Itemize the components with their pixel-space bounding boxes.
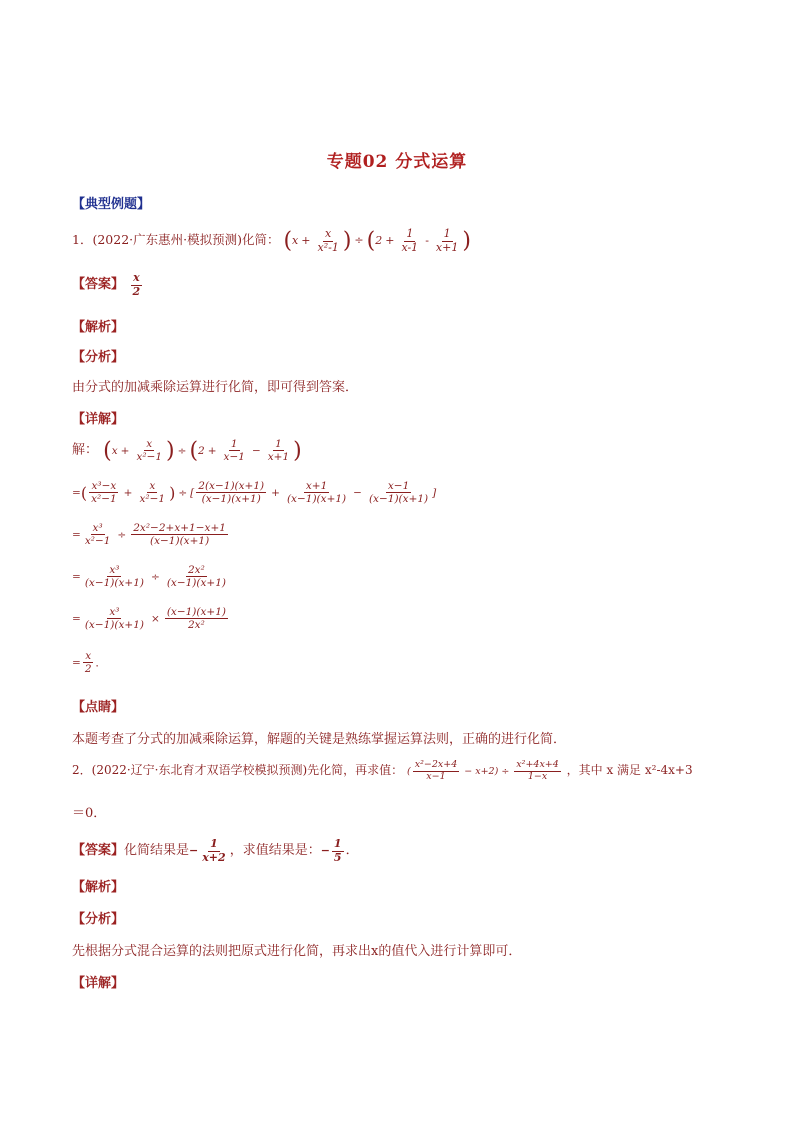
solution-step-3: = $\frac{\text{x³}}{\text{x²−1}}$ ÷ $\frac{\text{2x²−2+x+1−x+1}}{(x-1)(x+1)}$ xyxy=(72,522,226,548)
fenxi-text: 由分式的加减乘除运算进行化简，即可得到答案． xyxy=(72,380,359,395)
section-heading: 【典型例题】 xyxy=(72,197,151,212)
answer-1 xyxy=(72,272,144,298)
solution-step-4: = $\frac{\text{x³}}{(x-1)(x+1)}$ ÷ $\frac{\text{2x²}}{(x-1)(x+1)}$ xyxy=(72,564,226,590)
question-2-suffix: ，其中 x 满足 x²-4x+3 xyxy=(566,762,693,777)
question-1 xyxy=(72,228,471,254)
question-2-continuation: ＝0． xyxy=(72,806,107,821)
solution-step-5: = $\frac{\text{x³}}{(x-1)(x+1)}$ × $\frac{(x-1)(x+1)}{\text{2x²}}$ xyxy=(72,606,226,632)
page-title: 专题02 分式运算 xyxy=(326,152,468,172)
fenxi-tag: 【分析】 xyxy=(72,350,125,365)
question-1-expression: (x + $\frac{x}{\text{x²-1}}$ ) ÷ (2 + $\frac{1}{x-1}$ - $\frac{1}{x+1}$ ) xyxy=(283,227,471,254)
solution-step-6: = $\frac{x}{2}$ ． xyxy=(72,650,106,676)
answer-2 xyxy=(72,838,359,864)
answer-1-value: $\frac{x}{2}$ xyxy=(132,271,141,298)
solution-step-2: =( $\frac{\text{x³−x}}{\text{x²−1}}$ + $\frac{x}{\text{x²−1}}$ ) ÷ [ $\frac{2(x-1)(x+1)}{(x-1)(x+1)}$ + $\frac{x+1}{(x-1)(x+1)}$ − $\frac{x-1}{(x-1)(x+1)}$ ] xyxy=(72,480,437,506)
xiangjie-tag-2: 【详解】 xyxy=(72,976,125,991)
answer-2-value: − $\frac{1}{5}$ xyxy=(320,837,342,864)
question-2-prefix: 2．(2022·辽宁·东北育才双语学校模拟预测)先化简，再求值： xyxy=(72,762,404,777)
question-2-expression: ( $\frac{\text{x²−2x+4}}{x-1}$ − x+2) ÷ $\frac{\text{x²+4x+4}}{1-x}$ xyxy=(407,759,559,782)
jiexi-tag-2: 【解析】 xyxy=(72,880,125,895)
dianjing-tag: 【点睛】 xyxy=(72,700,125,715)
solution-step-1: 解： (x + $\frac{x}{\text{x²−1}}$ ) ÷ (2 + $\frac{1}{x-1}$ − $\frac{1}{x+1}$ ) xyxy=(72,438,302,464)
answer-2-text-b: ，求值结果是： xyxy=(229,843,321,859)
fenxi-text-2: 先根据分式混合运算的法则把原式进行化简，再求出x的值代入进行计算即可． xyxy=(72,944,522,959)
answer-tag: 【答案】 xyxy=(72,843,125,859)
fenxi-tag-2: 【分析】 xyxy=(72,912,125,927)
question-2 xyxy=(72,760,693,783)
jiexi-tag: 【解析】 xyxy=(72,320,125,335)
answer-2-end: ． xyxy=(345,843,359,859)
question-1-prefix: 1．(2022·广东惠州·模拟预测)化简： xyxy=(72,232,280,248)
answer-2-text-a: 化简结果是 xyxy=(124,843,190,859)
answer-tag: 【答案】 xyxy=(72,277,125,293)
solution-label: 解： xyxy=(72,442,99,458)
xiangjie-tag: 【详解】 xyxy=(72,412,125,427)
dianjing-text: 本题考查了分式的加减乘除运算，解题的关键是熟练掌握运算法则，正确的进行化简． xyxy=(72,732,567,747)
answer-2-simplified: − $\frac{1}{x+2}$ xyxy=(189,837,226,864)
